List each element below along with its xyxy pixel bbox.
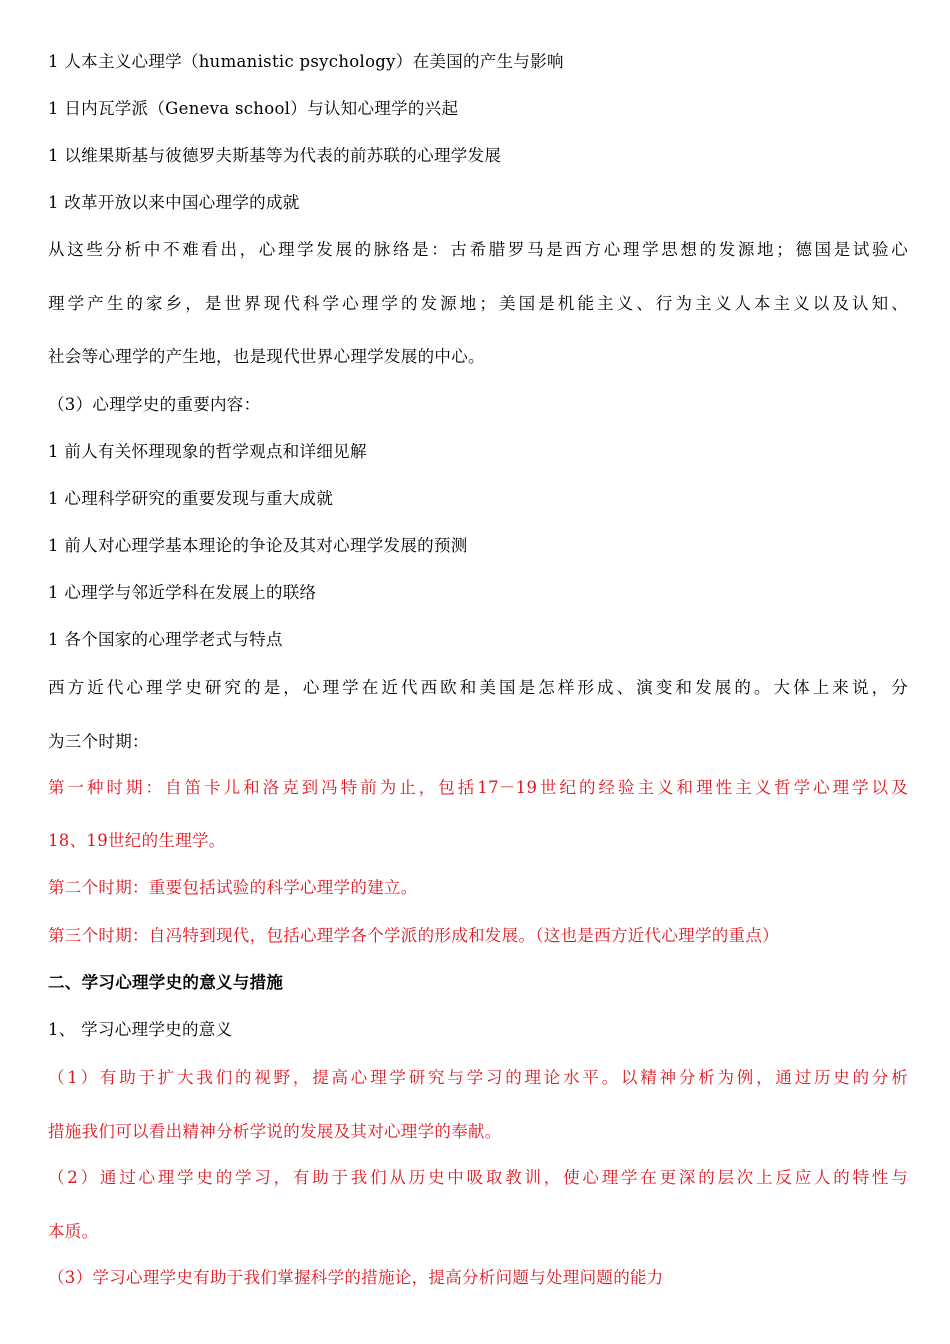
list-item: 1 心理学与邻近学科在发展上的联络: [48, 583, 317, 602]
chapter-heading: 二、学习心理学史的意义与措施: [48, 973, 284, 992]
point-two-cont: 本质。: [48, 1222, 99, 1241]
text-line: 理学产生的家乡，是世界现代科学心理学的发源地；美国是机能主义、行为主义人本主义以及认知、: [48, 294, 908, 313]
point-one: （1）有助于扩大我们的视野，提高心理学研究与学习的理论水平。以精神分析为例，通过历史的分析: [48, 1068, 908, 1087]
point-one-cont: 措施我们可以看出精神分析学说的发展及其对心理学的奉献。: [48, 1122, 502, 1141]
point-two: （2）通过心理学史的学习，有助于我们从历史中吸取教训，使心理学在更深的层次上反应人的特性与: [48, 1168, 908, 1187]
text-line: 为三个时期：: [48, 732, 149, 751]
text-line: 1 以维果斯基与彼德罗夫斯基等为代表的前苏联的心理学发展: [48, 146, 502, 165]
subsection-heading: 1、 学习心理学史的意义: [48, 1020, 233, 1039]
period-two: 第二个时期：重要包括试验的科学心理学的建立。: [48, 878, 418, 897]
text-line: 社会等心理学的产生地，也是现代世界心理学发展的中心。: [48, 347, 485, 366]
list-item: 1 前人有关怀理现象的哲学观点和详细见解: [48, 442, 367, 461]
text-line: 西方近代心理学史研究的是，心理学在近代西欧和美国是怎样形成、演变和发展的。大体上来说，分: [48, 678, 908, 697]
list-item: 1 各个国家的心理学老式与特点: [48, 630, 283, 649]
point-three: （3）学习心理学史有助于我们掌握科学的措施论，提高分析问题与处理问题的能力: [48, 1268, 664, 1287]
text-line: 1 日内瓦学派（Geneva school）与认知心理学的兴起: [48, 99, 459, 118]
section-heading: （3）心理学史的重要内容：: [48, 395, 261, 414]
list-item: 1 前人对心理学基本理论的争论及其对心理学发展的预测: [48, 536, 468, 555]
text-line: 1 人本主义心理学（humanistic psychology）在美国的产生与影响: [48, 52, 564, 71]
period-three: 第三个时期：自冯特到现代，包括心理学各个学派的形成和发展。（这也是西方近代心理学的重点）: [48, 926, 779, 945]
list-item: 1 心理科学研究的重要发现与重大成就: [48, 489, 334, 508]
period-one-cont: 18、19世纪的生理学。: [48, 831, 226, 850]
text-line: 从这些分析中不难看出，心理学发展的脉络是：古希腊罗马是西方心理学思想的发源地；德国是试验心: [48, 240, 908, 259]
text-line: 1 改革开放以来中国心理学的成就: [48, 193, 300, 212]
period-one: 第一种时期：自笛卡儿和洛克到冯特前为止，包括17－19世纪的经验主义和理性主义哲学心理学以及: [48, 778, 908, 797]
